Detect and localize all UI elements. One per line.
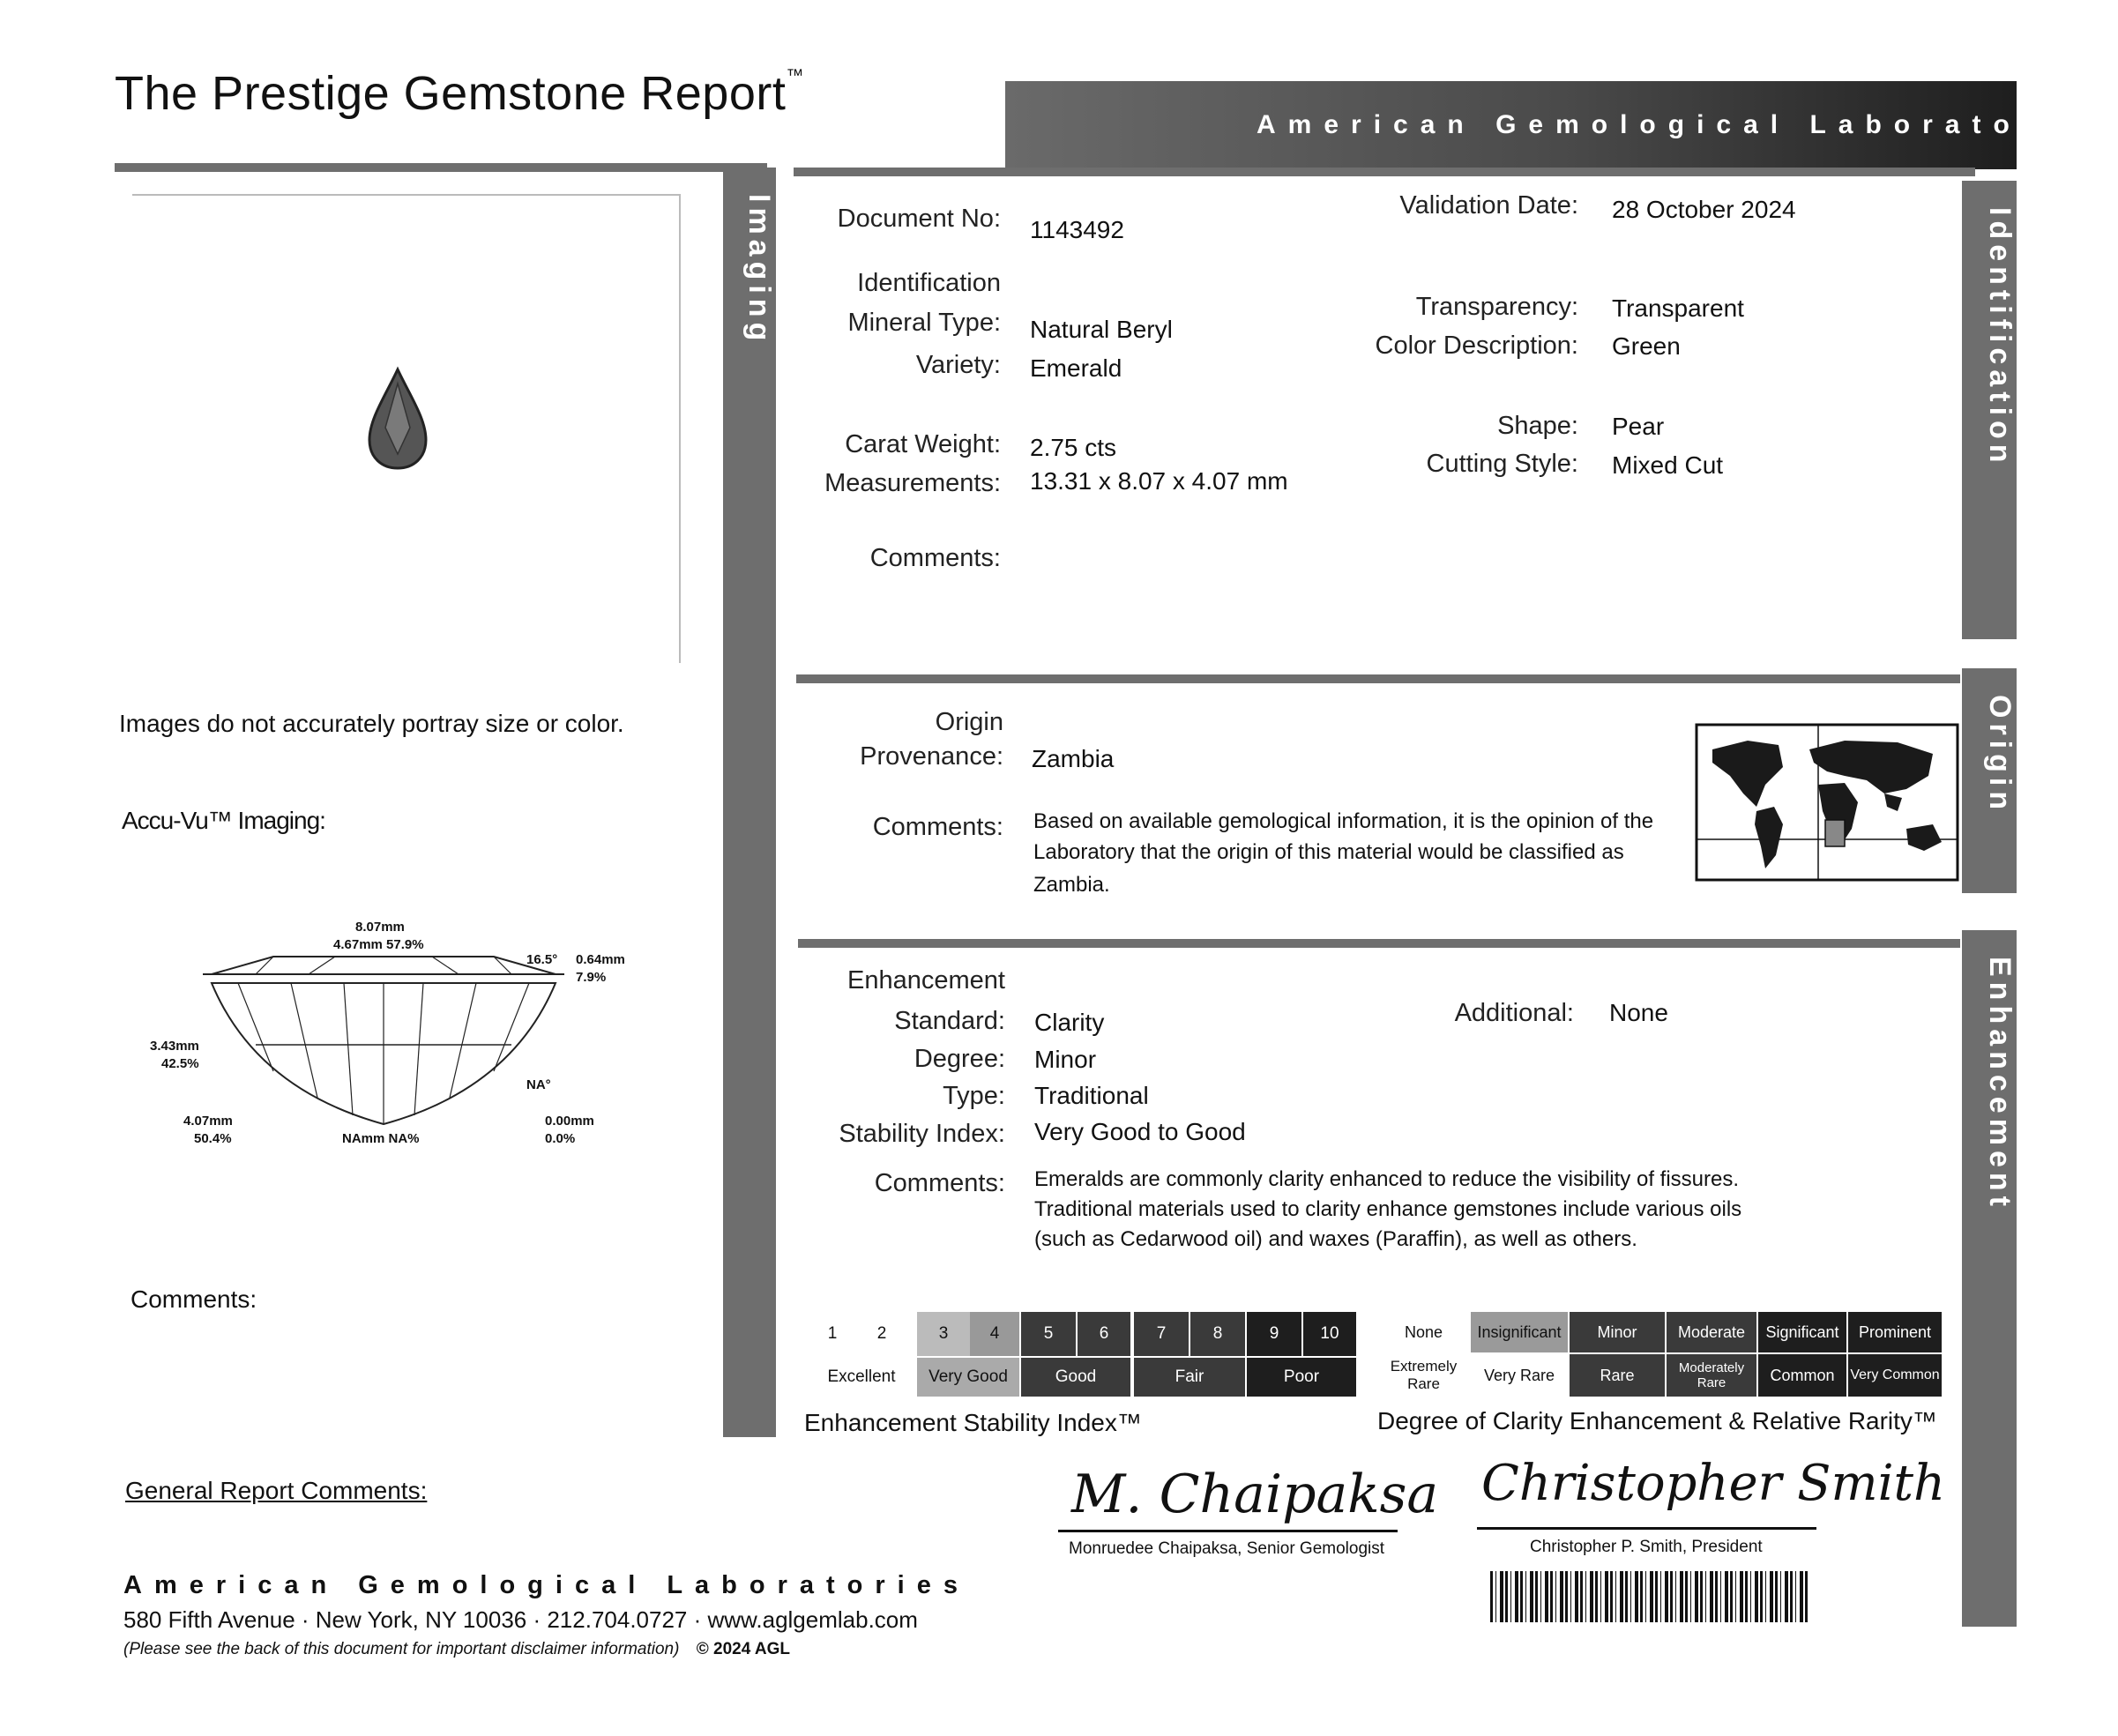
stability-group: Excellent bbox=[827, 1367, 896, 1386]
rarity-top: Moderate bbox=[1667, 1312, 1756, 1352]
diagram-pavilion-angle: NA° bbox=[526, 1077, 551, 1092]
degree-label: Degree: bbox=[914, 1045, 1005, 1073]
identification-heading: Identification bbox=[857, 269, 1001, 297]
diagram-culet: NAmm NA% bbox=[342, 1131, 420, 1146]
signature-line-1 bbox=[1058, 1530, 1398, 1532]
additional: None bbox=[1609, 999, 1668, 1026]
stability-group: Fair bbox=[1134, 1358, 1245, 1397]
stability-number: 2 bbox=[876, 1324, 887, 1343]
stability-number: 9 bbox=[1247, 1312, 1301, 1356]
report-title: The Prestige Gemstone Report™ bbox=[115, 66, 804, 120]
world-map bbox=[1695, 723, 1959, 882]
tab-imaging: Imaging bbox=[723, 168, 776, 1437]
tab-identification: Identification bbox=[1962, 181, 2017, 639]
type-label: Type: bbox=[943, 1082, 1005, 1110]
measurements-label: Measurements: bbox=[824, 469, 1001, 497]
validation-date: 28 October 2024 bbox=[1612, 196, 1796, 223]
rarity-top: Prominent bbox=[1848, 1312, 1942, 1352]
mineral-type: Natural Beryl bbox=[1030, 316, 1173, 343]
shape: Pear bbox=[1612, 413, 1665, 440]
origin-heading: Origin bbox=[935, 708, 1003, 736]
diagram-crown-pct: 7.9% bbox=[576, 970, 607, 985]
color-label: Color Description: bbox=[1375, 332, 1578, 360]
signature-line-2 bbox=[1477, 1527, 1816, 1530]
cutting-label: Cutting Style: bbox=[1426, 450, 1578, 478]
stability-number: 7 bbox=[1134, 1312, 1189, 1356]
signature-smith: Christopher Smith bbox=[1481, 1455, 1946, 1512]
left-top-rule bbox=[115, 163, 767, 172]
footer-disclaimer-text: (Please see the back of this document for important disclaimer information) bbox=[123, 1640, 680, 1658]
variety: Emerald bbox=[1030, 354, 1122, 382]
diagram-pavilion-depth: 3.43mm bbox=[150, 1039, 199, 1054]
additional-label: Additional: bbox=[1454, 999, 1574, 1027]
cutting: Mixed Cut bbox=[1612, 451, 1724, 479]
tab-enhancement: Enhancement bbox=[1962, 930, 2017, 1627]
stability: Very Good to Good bbox=[1034, 1118, 1246, 1145]
color: Green bbox=[1612, 332, 1681, 360]
stability-number: 4 bbox=[970, 1312, 1019, 1356]
origin-comments-label: Comments: bbox=[872, 813, 1003, 841]
enhancement-rule bbox=[798, 939, 1960, 948]
document-no: 1143492 bbox=[1030, 216, 1124, 243]
rarity-top: None bbox=[1404, 1322, 1443, 1341]
stability-group: Good bbox=[1021, 1358, 1130, 1397]
enhancement-comment-line3: (such as Cedarwood oil) and waxes (Paraffin), as well as others. bbox=[1034, 1227, 1637, 1251]
provenance-label: Provenance: bbox=[860, 742, 1003, 771]
diagram-crown-angle: 16.5° bbox=[526, 952, 558, 967]
stability-number: 6 bbox=[1078, 1312, 1130, 1356]
diagram-total-depth: 4.07mm bbox=[183, 1114, 233, 1129]
footer-lab-name: American Gemological Laboratories bbox=[123, 1571, 970, 1599]
validation-date-label: Validation Date: bbox=[1399, 191, 1578, 220]
gem-photo bbox=[366, 366, 429, 472]
document-no-label: Document No: bbox=[837, 205, 1001, 233]
origin-comment-line2: Laboratory that the origin of this material would be classified as bbox=[1033, 840, 1624, 864]
diagram-width: 8.07mm bbox=[355, 920, 405, 935]
stability-caption: Enhancement Stability Index™ bbox=[804, 1409, 1142, 1436]
rarity-bottom: Extremely Rare bbox=[1390, 1358, 1458, 1392]
diagram-girdle: 0.00mm bbox=[545, 1114, 594, 1129]
diagram-table: 4.67mm 57.9% bbox=[333, 937, 424, 952]
right-top-rule bbox=[794, 168, 1975, 176]
mineral-type-label: Mineral Type: bbox=[847, 309, 1001, 337]
rarity-bottom: Very Rare bbox=[1483, 1366, 1555, 1384]
stability-group: Poor bbox=[1247, 1358, 1356, 1397]
general-comments-label: General Report Comments: bbox=[125, 1477, 428, 1504]
identification-comments-label: Comments: bbox=[869, 544, 1001, 572]
footer-disclaimer bbox=[123, 1640, 790, 1659]
enhancement-comments-label: Comments: bbox=[874, 1169, 1005, 1197]
origin-rule bbox=[796, 674, 1960, 683]
enhancement-heading: Enhancement bbox=[847, 966, 1005, 995]
rarity-top: Minor bbox=[1570, 1312, 1665, 1352]
barcode bbox=[1490, 1571, 1808, 1622]
gem-profile-diagram bbox=[203, 939, 573, 1133]
stability-label: Stability Index: bbox=[839, 1120, 1005, 1148]
standard: Clarity bbox=[1034, 1009, 1105, 1036]
enhancement-comment-line1: Emeralds are commonly clarity enhanced to reduce the visibility of fissures. bbox=[1034, 1167, 1740, 1191]
stability-number: 8 bbox=[1190, 1312, 1245, 1356]
provenance: Zambia bbox=[1032, 745, 1115, 772]
signature-title-1: Monruedee Chaipaksa, Senior Gemologist bbox=[1069, 1539, 1385, 1558]
measurements: 13.31 x 8.07 x 4.07 mm bbox=[1030, 467, 1288, 495]
footer-copyright: © 2024 AGL bbox=[696, 1640, 790, 1658]
diagram-pavilion-pct: 42.5% bbox=[161, 1056, 199, 1071]
lab-banner: American Gemological Laboratories bbox=[1005, 81, 2017, 169]
imaging-comments-label: Comments: bbox=[131, 1285, 257, 1313]
stability-number: 5 bbox=[1021, 1312, 1076, 1356]
standard-label: Standard: bbox=[894, 1007, 1005, 1035]
rarity-top: Significant bbox=[1758, 1312, 1846, 1352]
stability-number: 1 bbox=[827, 1324, 838, 1343]
accuvu-label: Accu-Vu™ Imaging: bbox=[122, 807, 325, 834]
rarity-bottom: Common bbox=[1758, 1354, 1846, 1397]
stability-number: 3 bbox=[917, 1312, 970, 1356]
degree: Minor bbox=[1034, 1046, 1097, 1073]
origin-comment-line3: Zambia. bbox=[1033, 873, 1110, 897]
variety-label: Variety: bbox=[915, 351, 1001, 379]
diagram-total-pct: 50.4% bbox=[194, 1131, 232, 1146]
tab-origin: Origin bbox=[1962, 668, 2017, 893]
diagram-crown-height: 0.64mm bbox=[576, 952, 625, 967]
signature-title-2: Christopher P. Smith, President bbox=[1530, 1538, 1763, 1556]
imaging-disclaimer: Images do not accurately portray size or color. bbox=[119, 710, 624, 737]
rarity-bottom: Moderately Rare bbox=[1667, 1354, 1756, 1397]
diagram-girdle-pct: 0.0% bbox=[545, 1131, 576, 1146]
signature-chaipaksa: M. Chaipaksa bbox=[1071, 1464, 1439, 1525]
type: Traditional bbox=[1034, 1082, 1149, 1109]
transparency: Transparent bbox=[1612, 294, 1744, 322]
rarity-top: Insignificant bbox=[1471, 1312, 1568, 1352]
stability-number: 10 bbox=[1303, 1312, 1356, 1356]
carat-label: Carat Weight: bbox=[845, 430, 1001, 458]
enhancement-comment-line2: Traditional materials used to clarity enhance gemstones include various oils bbox=[1034, 1197, 1742, 1221]
rarity-caption: Degree of Clarity Enhancement & Relative Rarity™ bbox=[1377, 1407, 1937, 1434]
stability-group: Very Good bbox=[917, 1358, 1019, 1397]
transparency-label: Transparency: bbox=[1415, 293, 1578, 321]
rarity-bottom: Rare bbox=[1570, 1354, 1665, 1397]
rarity-bottom: Very Common bbox=[1848, 1354, 1942, 1397]
shape-label: Shape: bbox=[1497, 412, 1578, 440]
footer-address: 580 Fifth Avenue · New York, NY 10036 · 212.704.0727 · www.aglgemlab.com bbox=[123, 1606, 918, 1633]
origin-comment-line1: Based on available gemological information, it is the opinion of the bbox=[1033, 809, 1654, 833]
carat: 2.75 cts bbox=[1030, 434, 1117, 461]
